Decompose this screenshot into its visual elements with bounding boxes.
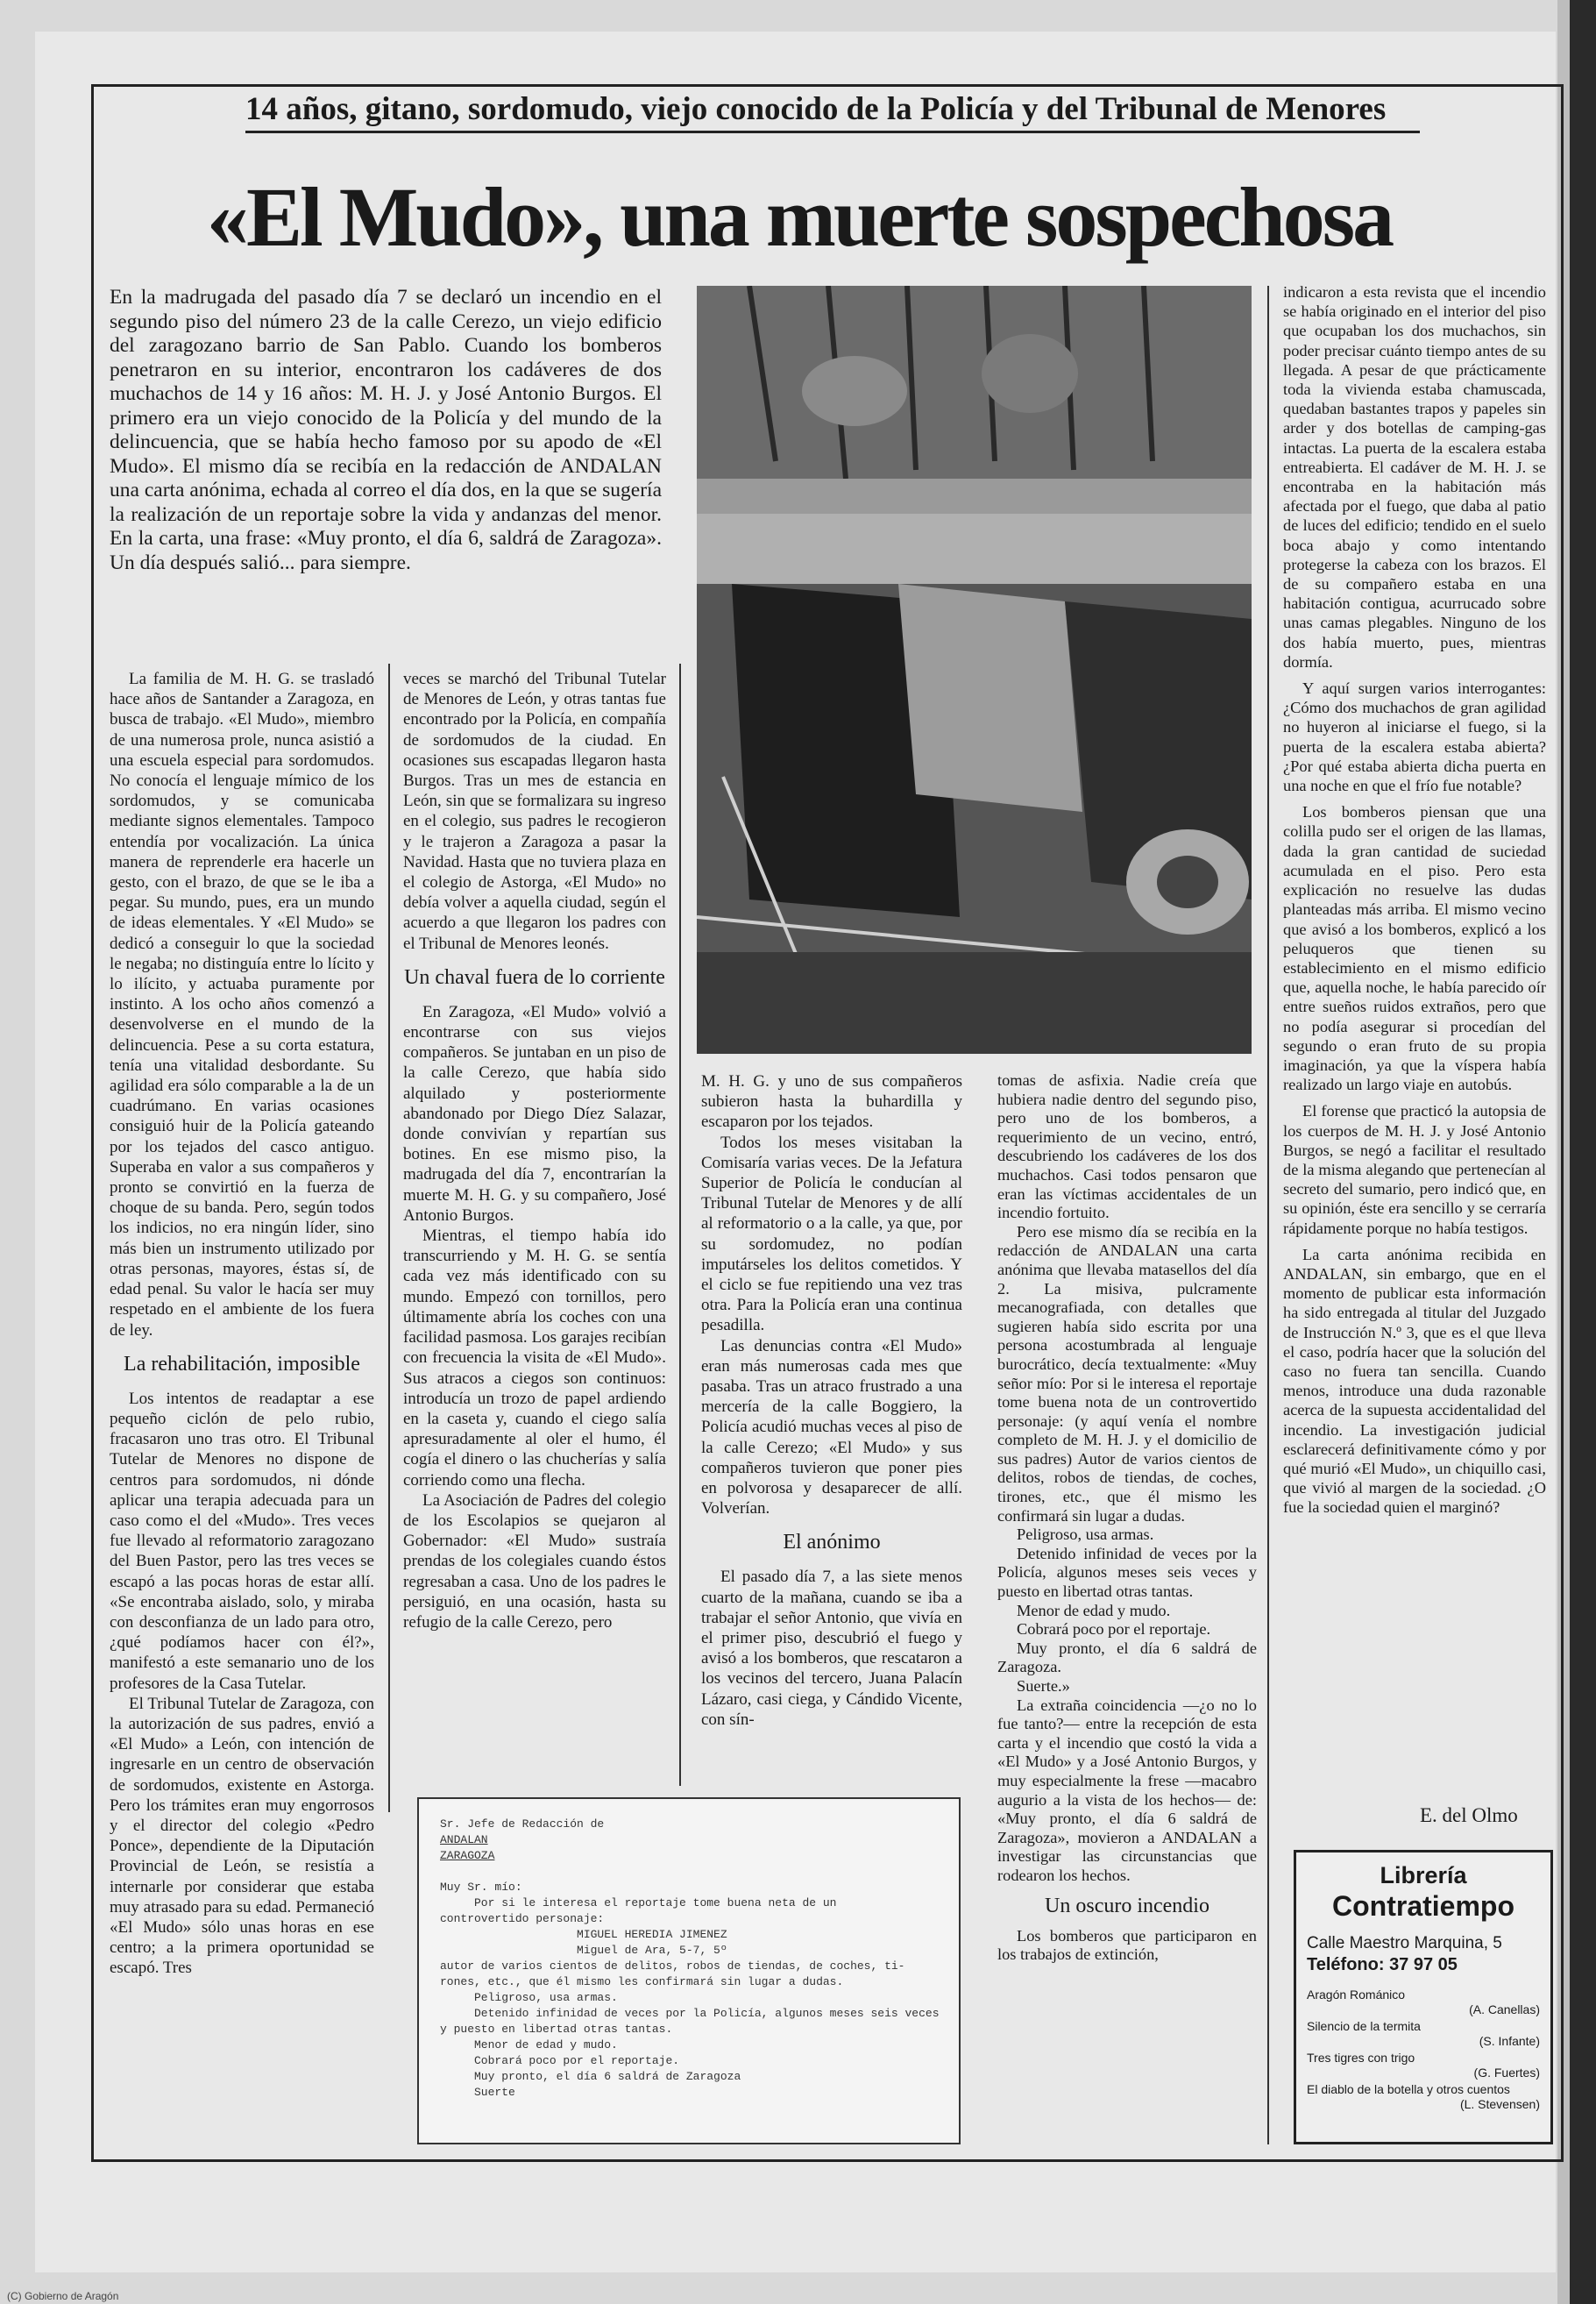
letter-line: controvertido personaje: (440, 1912, 605, 1925)
burned-room-image (697, 286, 1252, 1054)
article-column-5 (1283, 282, 1546, 1518)
letter-line: autor de varios cientos de delitos, robos de tiendas, de coches, ti- (440, 1959, 905, 1973)
scan-binding (1570, 0, 1596, 2304)
subheading: Un chaval fuera de lo corriente (404, 965, 665, 989)
paragraph: Los bomberos piensan que una colilla pudo ser el origen de las llamas, dada la gran cantidad de suciedad acumulada en el piso. Pero esta explicación no resuelve las dudas planteadas más arriba. El mismo vecino que avisó a los bomberos, explicó a los peluqueros que tienen su establecimiento en el mismo edificio que, aquella noche, le había parecido oír entre sueños ruidos extraños, pero que no podía asegurar si procedían del segundo o eran fruto de su propia imaginación, ya que la víspera había realizado un largo viaje en autobús. (1283, 803, 1546, 1094)
paragraph: Pero ese mismo día se recibía en la redacción de ANDALAN una carta anónima que llevaba matasellos del día 2. La misiva, pulcramente mecanografiada, con detalles que sugieren había sido escrita por una persona acostumbrada al lenguaje burocrático, decía textualmente: «Muy señor mío: Por si le interesa el reportaje tome buena nota de un controvertido personaje: (y aquí venía el nombre completo de M. H. J. y el domicilio de sus padres) Autor de varios cientos de delitos, robos de tiendas, de coches, tirones, etc., que él mismo les confirmará sin lugar a dudas. (997, 1222, 1257, 1525)
paragraph: M. H. G. y uno de sus compañeros subieron hasta la buhardilla y escaparon por los tejados. (701, 1072, 962, 1132)
paragraph: Y aquí surgen varios interrogantes: ¿Cómo dos muchachos de gran agilidad no huyeron al iniciarse el fuego, si la puerta de la escalera estaba abierta? ¿Por qué estaba abierta dicha puerta en una noche en que el frío fue notable? (1283, 679, 1546, 795)
paragraph: Las denuncias contra «El Mudo» eran más numerosas cada mes que pasaba. Tras un atraco frustrado a una mercería de la calle Boggiero, la Policía acudió muchas veces al piso de la calle Cerezo; «El Mudo» y sus compañeros tuvieron que poner pies en polvorosa y desaparecer de allí. Volverían. (701, 1336, 962, 1518)
paragraph: Cobrará poco por el reportaje. (1017, 1620, 1211, 1639)
ad-book-title: Aragón Románico (1307, 1988, 1406, 2002)
letter-line: Miguel de Ara, 5-7, 5º (440, 1944, 727, 1957)
paragraph: Detenido infinidad de veces por la Policía, algunos meses seis veces y puesto en libertad otras tantas. (997, 1544, 1257, 1601)
article-column-4 (997, 1071, 1257, 1965)
kicker-headline: 14 años, gitano, sordomudo, viejo conocido de la Policía y del Tribunal de Menores (245, 90, 1420, 133)
letter-line: ANDALAN (440, 1833, 488, 1846)
letter-line: ZARAGOZA (440, 1849, 495, 1862)
paragraph: Menor de edad y mudo. (1017, 1601, 1171, 1619)
letter-line: y puesto en libertad otras tantas. (440, 2023, 673, 2036)
paragraph: tomas de asfixia. Nadie creía que hubiera nadie dentro del segundo piso, pero uno de los bomberos, a requerimiento de un vecino, entró, descubriendo los cadáveres de los dos muchachos. Casi todos pensaron que eran las víctimas accidentales de un incendio fortuito. (997, 1071, 1257, 1222)
letter-line: MIGUEL HEREDIA JIMENEZ (440, 1928, 727, 1941)
ad-book-author: (L. Stevensen) (1459, 2097, 1540, 2111)
ad-book-author: (A. Canellas) (1469, 2002, 1540, 2016)
article-column-3 (701, 1071, 962, 1730)
paragraph: En Zaragoza, «El Mudo» volvió a encontrarse con sus viejos compañeros. Se juntaban en un piso de la calle Cerezo, que había sido alquilado y posteriormente abandonado por Diego Díez Salazar, donde convivían y repartían sus botines. En ese mismo piso, la madrugada del día 7, encontrarían la muerte M. H. G. y su compañero, José Antonio Burgos. (403, 1002, 666, 1225)
letter-line: Sr. Jefe de Redacción de (440, 1817, 605, 1831)
lead-paragraph: En la madrugada del pasado día 7 se declaró un incendio en el segundo piso del número 23 de la calle Cerezo, un viejo edificio del zaragozano barrio de San Pablo. Cuando los bomberos penetraron en su interior, encontraron los cadáveres de dos muchachos de 14 y 16 años: M. H. J. y José Antonio Burgos. El primero era un viejo conocido de la Policía y del mundo de la delincuencia, que se había hecho famoso por su apodo de «El Mudo». El mismo día se recibía en la redacción de ANDALAN una carta anónima, echada al correo el día dos, en la que se sugería la realización de un reportaje sobre la vida y andanzas del menor. En la carta, una frase: «Muy pronto, el día 6, saldrá de Zaragoza». Un día después salió... para siempre. (110, 286, 662, 574)
letter-line: rones, etc., que él mismo les confirmará sin lugar a dudas. (440, 1975, 844, 1988)
fire-scene-photo (697, 286, 1252, 1054)
ad-title-line1: Librería (1380, 1862, 1467, 1888)
ad-phone: Teléfono: 37 97 05 (1307, 1955, 1458, 1974)
bookstore-advertisement (1294, 1850, 1553, 2144)
main-headline: «El Mudo», una muerte sospechosa (207, 170, 1393, 264)
paragraph: La Asociación de Padres del colegio de los Escolapios se quejaron al Gobernador: «El Mudo» sustraía prendas de los colegiales cuando éstos regresaban a casa. Uno de los padres le persiguió, en una ocasión, hasta su refugio de la calle Cerezo, pero (403, 1490, 666, 1632)
letter-line: Detenido infinidad de veces por la Policía, algunos meses seis veces (440, 2007, 940, 2020)
paragraph: Los intentos de readaptar a ese pequeño ciclón de pelo rubio, fracasaron uno tras otro. El Tribunal Tutelar de Menores no dispone de centros para sordomudos, ni dónde aplicar una terapia adecuada para un caso como el del «Mudo». Tres veces fue llevado al reformatorio zaragozano del Buen Pastor, pero las tres veces se escapó a las pocas horas de estar allí. «Se encontraba aislado, solo, y miraba con desconfianza de un lado para otro, ¿qué podíamos hacer con él?», manifestó a este semanario uno de los profesores de la Casa Tutelar. (110, 1389, 374, 1693)
paragraph: indicaron a esta revista que el incendio se había originado en el interior del piso que ocupaban los dos muchachos, sin poder precisar cuánto tiempo antes de su llegada. A pesar de que prácticamente toda la vivienda estaba chamuscada, quedaban bastantes trapos y papeles sin arder y dos botellas de camping-gas intactas. La puerta de la escalera estaba entreabierta. El cadáver de M. H. J. se encontraba en la habitación más afectada por el fuego, que daba al patio de luces del edificio; tendido en el suelo boca abajo y como intentando protegerse la cabeza con los brazos. El de su compañero estaba en una habitación contigua, acurrucado sobre unas camas plegables. Ninguno de los dos había muerto, pues, mientras dormía. (1283, 283, 1546, 671)
column-rule (1267, 286, 1269, 2144)
paragraph: Peligroso, usa armas. (1017, 1525, 1154, 1544)
letter-line: Muy Sr. mío: (440, 1881, 522, 1894)
ad-book-title: Tres tigres con trigo (1307, 2051, 1415, 2065)
copyright-credit: (C) Gobierno de Aragón (7, 2290, 119, 2302)
article-column-1 (110, 669, 374, 1979)
paragraph: El Tribunal Tutelar de Zaragoza, con la autorización de sus padres, envió a «El Mudo» a León, con intención de ingresarle en un centro de observación de sordomudos, existente en Astorga. Pero los trámites eran muy engorrosos y el director del colegio «Pedro Ponce», dependiente de la Diputación Provincial de León, se resistía a internarle por considerar que estaba muy atrasado para su edad. Permaneció «El Mudo» sólo unas horas en ese centro; a la primera oportunidad se escapó. Tres (110, 1694, 374, 1978)
letter-line: Menor de edad y mudo. (440, 2038, 618, 2052)
paragraph: El pasado día 7, a las siete menos cuarto de la mañana, cuando se iba a trabajar el señor Antonio, que vivía en el primer piso, descubrió el fuego y avisó a los bomberos, que rescataron a los vecinos del tercero, Juana Palacín Lázaro, casi ciega, y Cándido Vicente, con sín- (701, 1568, 962, 1729)
paragraph: Suerte.» (1017, 1677, 1070, 1695)
letter-line: Cobrará poco por el reportaje. (440, 2054, 680, 2067)
paragraph: La familia de M. H. G. se trasladó hace años de Santander a Zaragoza, en busca de trabajo. «El Mudo», miembro de una numerosa prole, nunca asistió a una escuela especial para sordomudos. No conocía el lenguaje mímico de los sordomudos, y se comunicaba mediante signos elementales. Tampoco entendía por vocalización. La única manera de reprenderle era hacerle un gesto, con el brazo, de que se le iba a pegar. Su mundo, pues, era un mundo de ideas elementales. Y «El Mudo» se dedicó a conseguir lo que la sociedad le negaba; no distinguía entre lo lícito y lo ilícito, y actuaba puramente por instinto. A los ocho años comenzó a desenvolverse en el mundo de la delincuencia. Pese a su corta estatura, tenía una vitalidad desbordante. Su agilidad era sólo comparable a la de un cuadrúmano. En varias ocasiones consiguió huir de la Policía gateando por los tejados del casco antiguo. Superaba en valor a sus compañeros y pronto se convirtió en la fuerza de choque de su banda. Pero, según todos los indicios, no era ningún líder, sino más bien un instrumento utilizado por otras personas, mayores, éstas sí, de edad penal. Su valor le hacía ser muy respetado en el ambiente de los fuera de ley. (110, 670, 374, 1340)
letter-line: Por si le interesa el reportaje tome buena neta de un (440, 1896, 837, 1909)
paragraph: Los bomberos que participaron en los trabajos de extinción, (997, 1926, 1257, 1964)
letter-line: Muy pronto, el día 6 saldrá de Zaragoza (440, 2070, 741, 2083)
ad-book-title: El diablo de la botella y otros cuentos (1307, 2082, 1510, 2096)
paragraph: La carta anónima recibida en ANDALAN, sin embargo, que en el momento de publicar esta información ha sido entregada al titular del Juzgado de Instrucción N.º 3, que es el que lleva el caso, podría hacer que la solución del caso no fuera tan sencilla. Cuando menos, introduce una duda razonable acerca de la supuesta accidentalidad del incendio. La investigación judicial esclarecerá definitivamente cómo y por qué murió «El Mudo», un chiquillo casi, que vivió al margen de la sociedad. ¿O fue la sociedad quien el marginó? (1283, 1245, 1546, 1517)
column-rule (388, 664, 390, 1812)
letter-line: Peligroso, usa armas. (440, 1991, 618, 2004)
author-signature: E. del Olmo (1420, 1804, 1518, 1826)
ad-book-author: (S. Infante) (1479, 2034, 1540, 2048)
subheading: Un oscuro incendio (1045, 1894, 1209, 1917)
subheading: La rehabilitación, imposible (124, 1352, 360, 1376)
subheading: El anónimo (783, 1531, 881, 1554)
paragraph: Todos los meses visitaban la Comisaría varias veces. De la Jefatura Superior de Policía le conducían al Tribunal Tutelar de Menores y de allí al reformatorio o a la calle, ya que, por su sordomudez, no podían imputárseles los delitos cometidos. Y el ciclo se fue repitiendo una vez tras otra. Para la Policía eran una continua pesadilla. (701, 1133, 962, 1335)
paragraph: Muy pronto, el día 6 saldrá de Zaragoza. (997, 1639, 1257, 1676)
ad-book-author: (G. Fuertes) (1473, 2066, 1540, 2080)
paragraph: Mientras, el tiempo había ido transcurriendo y M. H. G. se sentía cada vez más identificado con su mundo. Empezó con tornillos, pero últimamente abría los coches con una facilidad pasmosa. Los garajes recibían con frecuencia la visita de «El Mudo». Sus atracos a ciegos son continuos: introducía un trozo de papel ardiendo en la caseta y, cuando el ciego salía apresuradamente al oler el humo, él cogía el dinero o las chucherías y salía corriendo como una flecha. (403, 1227, 666, 1490)
paragraph: La extraña coincidencia —¿o no lo fue tanto?— entre la recepción de esta carta y el incendio que costó la vida a «El Mudo» y a José Antonio Burgos, y muy especialmente la frese —macabro augurio a la vista de los hechos— de: «Muy pronto, el día 6 saldrá de Zaragoza», movieron a ANDALAN a investigar las circunstancias que rodearon los hechos. (997, 1696, 1257, 1884)
ad-address: Calle Maestro Marquina, 5 (1307, 1934, 1502, 1952)
anonymous-letter-facsimile (417, 1797, 961, 2144)
paragraph: El forense que practicó la autopsia de los cuerpos de M. H. J. y José Antonio Burgos, se negó a facilitar el resultado de la misma alegando que pertenecían al secreto del sumario, pero indicó que, en su opinión, éste era sencillo y se cerraría rápidamente porque no había testigos. (1283, 1102, 1546, 1237)
ad-title-line2: Contratiempo (1332, 1890, 1514, 1922)
article-column-2 (403, 669, 666, 1632)
column-rule (679, 664, 681, 1786)
ad-book-title: Silencio de la termita (1307, 2019, 1421, 2033)
paragraph: veces se marchó del Tribunal Tutelar de Menores de León, y otras tantas fue encontrado por la Policía, en compañía de sordomudos de la ciudad. En ocasiones sus escapadas llegaron hasta Burgos. Tras un mes de estancia en León, sin que se formalizara su ingreso en el colegio, sus padres le recogieron y le trajeron a Zaragoza a pasar la Navidad. Hasta que no tuviera plaza en el colegio de Astorga, «El Mudo» no debía volver a aquella ciudad, según el acuerdo a que llegaron los padres con el Tribunal de Menores leonés. (403, 670, 666, 953)
letter-line: Suerte (440, 2086, 515, 2099)
